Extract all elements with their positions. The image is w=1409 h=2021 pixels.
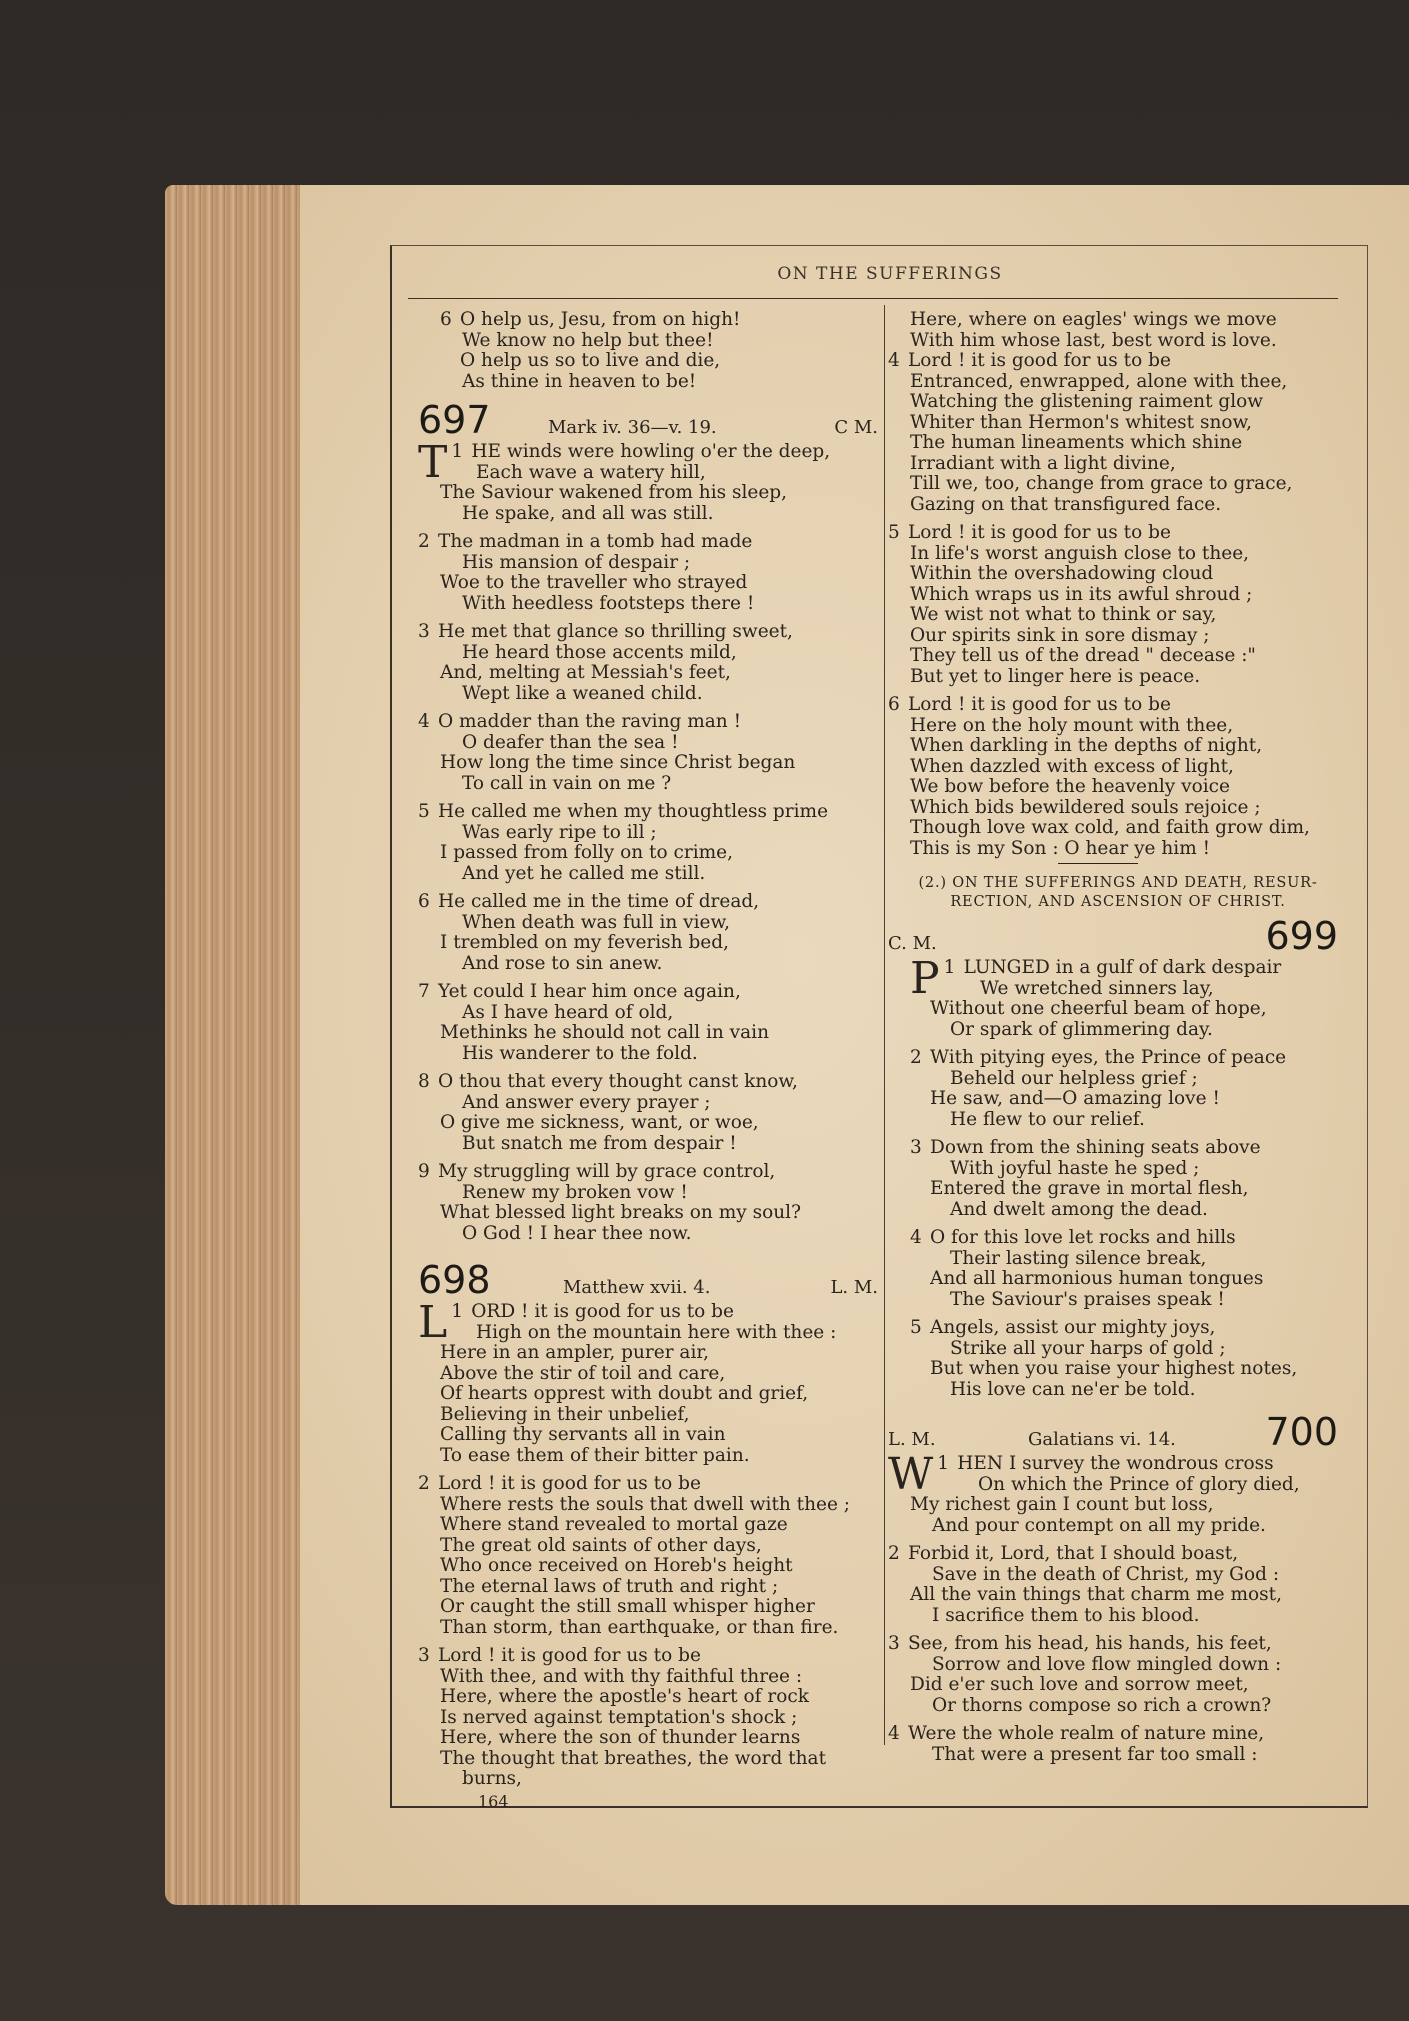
verse-line: HEN I survey the wondrous cross — [957, 1453, 1274, 1474]
running-head: ON THE SUFFERINGS — [777, 264, 1003, 284]
hymn-698-stanza-3 — [418, 1646, 878, 1790]
column-divider — [884, 305, 885, 1745]
verse-line: This is my Son : O hear ye him ! — [910, 837, 1211, 859]
verse-line: O madder than the raving man ! — [438, 711, 742, 732]
section-title — [888, 874, 1348, 912]
verse-line: Here in an ampler, purer air, — [440, 1342, 710, 1363]
verse-line: As I have heard of old, — [462, 1001, 674, 1023]
verse-line: Forbid it, Lord, that I should boast, — [908, 1543, 1239, 1564]
verse-line: When death was full in view, — [462, 911, 730, 933]
verse-line: He heard those accents mild, — [462, 641, 737, 663]
verse-line: O for this love let rocks and hills — [930, 1227, 1236, 1248]
stanza-number: 2 — [888, 1543, 900, 1564]
hymn-number: 700 — [1265, 1410, 1338, 1454]
verse-line: To ease them of their bitter pain. — [440, 1444, 750, 1466]
verse-line: Calling thy servants all in vain — [440, 1424, 726, 1445]
hymn-698-stanza-6 — [888, 695, 1348, 859]
verse-line: He called me in the time of dread, — [438, 891, 760, 912]
stanza-number: 1 — [451, 441, 464, 462]
hymn-meter: L. M. — [830, 1276, 878, 1298]
verse-line: Till we, too, change from grace to grace, — [910, 473, 1293, 494]
verse-line: Angels, assist our mighty joys, — [930, 1317, 1216, 1338]
hymn-697-stanza-8 — [418, 1072, 878, 1154]
stanza-number: 3 — [910, 1137, 922, 1158]
stanza-number: 3 — [888, 1633, 900, 1654]
verse-line: We wretched sinners lay, — [980, 977, 1214, 999]
hymn-697-stanza-9 — [418, 1162, 878, 1244]
verse-line: And dwelt among the dead. — [950, 1198, 1208, 1220]
verse-line: With thee, and with thy faithful three : — [440, 1665, 803, 1687]
verse-line: Of hearts opprest with doubt and grief, — [440, 1383, 809, 1404]
hymn-698-stanza-1 — [418, 1297, 878, 1466]
verse-line: My richest gain I count but loss, — [910, 1494, 1214, 1515]
hymn-697-stanza-3 — [418, 622, 878, 704]
verse-line: Irradiant with a light divine, — [910, 452, 1176, 474]
verse-line: And answer every prayer ; — [462, 1091, 711, 1113]
stanza-number: 6 — [440, 309, 452, 330]
verse-line: Lord ! it is good for us to be — [908, 522, 1171, 543]
scripture-reference: Matthew xvii. 4. — [563, 1276, 711, 1298]
verse-line: Where rests the souls that dwell with thee ; — [440, 1493, 851, 1515]
hymn-700-stanza-4 — [888, 1724, 1348, 1765]
verse-line: Above the stir of toil and care, — [440, 1362, 726, 1384]
verse-line: And yet he called me still. — [462, 862, 706, 884]
verse-line: O thou that every thought canst know, — [438, 1071, 798, 1092]
hymn-697-stanza-7 — [418, 982, 878, 1064]
verse-line: Was early ripe to ill ; — [462, 821, 657, 843]
hymn-697-stanza-4 — [418, 712, 878, 794]
stanza-number: 3 — [418, 621, 430, 642]
section-rule — [1058, 863, 1138, 864]
section-title-line: RECTION, AND ASCENSION OF CHRIST. — [950, 894, 1286, 910]
hymn-number: 697 — [418, 398, 491, 442]
verse-line: As thine in heaven to be! — [462, 370, 697, 392]
verse-line: When darkling in the depths of night, — [910, 735, 1263, 756]
verse-line: Here, where the apostle's heart of rock — [440, 1686, 809, 1707]
hymn-700-stanza-1 — [888, 1449, 1348, 1536]
hymn-700-header — [888, 1410, 1348, 1454]
hymn-699-stanza-2 — [888, 1048, 1348, 1130]
verse-line: Woe to the traveller who strayed — [440, 572, 748, 593]
verse-line: When dazzled with excess of light, — [910, 755, 1234, 777]
verse-line: See, from his head, his hands, his feet, — [908, 1633, 1272, 1654]
verse-line: Lord ! it is good for us to be — [908, 350, 1171, 371]
verse-line: burns, — [462, 1768, 522, 1789]
verse-line: To call in vain on me ? — [462, 772, 672, 794]
verse-line: The Saviour's praises speak ! — [950, 1288, 1225, 1310]
stanza-number: 2 — [910, 1047, 922, 1068]
verse-line: With heedless footsteps there ! — [462, 592, 755, 614]
verse-line: O God ! I hear thee now. — [462, 1222, 692, 1244]
verse-line: Methinks he should not call in vain — [440, 1022, 769, 1043]
verse-line: Down from the shining seats above — [930, 1137, 1261, 1158]
verse-line: The human lineaments which shine — [910, 432, 1243, 453]
verse-line: Lord ! it is good for us to be — [908, 694, 1171, 715]
verse-line: I passed from folly on to crime, — [440, 842, 734, 863]
verse-line: Without one cheerful beam of hope, — [930, 998, 1267, 1019]
verse-line: My struggling will by grace control, — [438, 1161, 776, 1182]
head-rule — [408, 298, 1338, 299]
verse-line: That were a present far too small : — [932, 1743, 1258, 1765]
verse-line: Lord ! it is good for us to be — [438, 1473, 701, 1494]
hymn-696-stanza-6 — [418, 310, 878, 392]
verse-line: O deafer than the sea ! — [462, 731, 679, 753]
verse-line: Beheld our helpless grief ; — [950, 1067, 1198, 1089]
hymn-meter: L. M. — [888, 1428, 936, 1450]
hymn-number: 699 — [1265, 914, 1338, 958]
scripture-reference: Mark iv. 36—v. 19. — [548, 416, 717, 438]
verse-line: LUNGED in a gulf of dark despair — [963, 957, 1282, 978]
verse-line: Each wave a watery hill, — [476, 461, 706, 483]
verse-line: All the vain things that charm me most, — [910, 1584, 1282, 1605]
verse-line: Though love wax cold, and faith grow dim, — [910, 817, 1310, 838]
verse-line: The Saviour wakened from his sleep, — [440, 482, 788, 503]
hymn-697-header — [418, 398, 878, 442]
verse-line: His love can ne'er be told. — [950, 1378, 1196, 1400]
verse-line: O help us, Jesu, from on high! — [460, 309, 741, 330]
verse-line: I sacrifice them to his blood. — [932, 1604, 1200, 1626]
section-title-line: (2.) ON THE SUFFERINGS AND DEATH, RESUR- — [918, 875, 1318, 891]
verse-line: Gazing on that transfigured face. — [910, 493, 1222, 515]
hymn-697-stanza-1 — [418, 437, 878, 524]
stanza-number: 4 — [418, 711, 430, 732]
verse-line: Renew my broken vow ! — [462, 1181, 688, 1203]
verse-line: HE winds were howling o'er the deep, — [471, 441, 831, 462]
verse-line: And all harmonious human tongues — [930, 1268, 1264, 1289]
verse-line: Our spirits sink in sore dismay ; — [910, 624, 1210, 646]
hymn-700-stanza-2 — [888, 1544, 1348, 1626]
verse-line: He met that glance so thrilling sweet, — [438, 621, 793, 642]
page-number: 164 — [478, 1791, 509, 1811]
stanza-number: 9 — [418, 1161, 430, 1182]
verse-line: With pitying eyes, the Prince of peace — [930, 1047, 1287, 1068]
stanza-number: 8 — [418, 1071, 430, 1092]
hymn-697-stanza-5 — [418, 802, 878, 884]
stanza-number: 1 — [943, 957, 956, 978]
hymn-699-stanza-4 — [888, 1228, 1348, 1310]
verse-line: Is nerved against temptation's shock ; — [440, 1706, 798, 1728]
verse-line: Strike all your harps of gold ; — [950, 1337, 1226, 1359]
verse-line: Within the overshadowing cloud — [910, 563, 1214, 584]
hymn-699-stanza-3 — [888, 1138, 1348, 1220]
verse-line: But yet to linger here is peace. — [910, 665, 1201, 687]
verse-line: O give me sickness, want, or woe, — [440, 1112, 759, 1133]
verse-line: On which the Prince of glory died, — [978, 1473, 1300, 1495]
verse-line: Which wraps us in its awful shroud ; — [910, 583, 1253, 605]
verse-line: Here, where on eagles' wings we move — [910, 309, 1277, 330]
verse-line: The madman in a tomb had made — [438, 531, 753, 552]
hymn-698-stanza-4 — [888, 351, 1348, 515]
verse-line: Sorrow and love flow mingled down : — [932, 1653, 1282, 1675]
drop-cap: L — [418, 1297, 448, 1348]
drop-cap: P — [910, 953, 940, 1004]
verse-line: Whiter than Hermon's whitest snow, — [910, 411, 1253, 433]
verse-line: But when you raise your highest notes, — [930, 1358, 1298, 1379]
verse-line: Entered the grave in mortal flesh, — [930, 1178, 1249, 1199]
drop-cap: W — [888, 1449, 934, 1500]
verse-line: We know no help but thee! — [462, 329, 714, 351]
hymn-meter: C. M. — [888, 932, 937, 954]
verse-line: Were the whole realm of nature mine, — [908, 1723, 1265, 1744]
left-column — [418, 310, 878, 1812]
stanza-number: 1 — [937, 1453, 950, 1474]
verse-line: In life's worst anguish close to thee, — [910, 542, 1250, 564]
verse-line: Where stand revealed to mortal gaze — [440, 1514, 788, 1535]
hymn-697-stanza-6 — [418, 892, 878, 974]
verse-line: He flew to our relief. — [950, 1108, 1145, 1130]
verse-line: Who once received on Horeb's height — [440, 1555, 793, 1576]
stanza-number: 4 — [910, 1227, 922, 1248]
verse-line: He called me when my thoughtless prime — [438, 801, 829, 822]
verse-line: ORD ! it is good for us to be — [471, 1301, 734, 1322]
scripture-reference: Galatians vi. 14. — [1028, 1428, 1176, 1450]
verse-line: Their lasting silence break, — [950, 1247, 1207, 1269]
verse-line: Wept like a weaned child. — [462, 682, 703, 704]
verse-line: Here, where the son of thunder learns — [440, 1727, 801, 1748]
verse-line: What blessed light breaks on my soul? — [440, 1202, 801, 1223]
drop-cap: T — [418, 437, 448, 488]
hymn-698-header — [418, 1258, 878, 1302]
verse-line: The great old saints of other days, — [440, 1534, 762, 1556]
verse-line: Save in the death of Christ, my God : — [932, 1563, 1280, 1585]
verse-line: They tell us of the dread " decease :" — [910, 645, 1256, 666]
hymn-meter: C M. — [834, 416, 878, 438]
verse-line: O help us so to live and die, — [460, 350, 721, 371]
stanza-number: 5 — [888, 522, 900, 543]
verse-line: Lord ! it is good for us to be — [438, 1645, 701, 1666]
verse-line: Or thorns compose so rich a crown? — [932, 1694, 1272, 1716]
stanza-number: 7 — [418, 981, 430, 1002]
hymn-699-stanza-5 — [888, 1318, 1348, 1400]
verse-line: We bow before the heavenly voice — [910, 776, 1230, 797]
verse-line: Did e'er such love and sorrow meet, — [910, 1674, 1249, 1695]
hymn-number: 698 — [418, 1258, 491, 1302]
verse-line: Watching the glistening raiment glow — [910, 391, 1264, 412]
verse-line: I trembled on my feverish bed, — [440, 932, 729, 953]
hymn-697-stanza-2 — [418, 532, 878, 614]
stanza-number: 6 — [418, 891, 430, 912]
hymn-699-stanza-1 — [888, 953, 1348, 1040]
verse-line: But snatch me from despair ! — [462, 1132, 737, 1154]
verse-line: Which bids bewildered souls rejoice ; — [910, 796, 1261, 818]
verse-line: Or spark of glimmering day. — [950, 1018, 1213, 1040]
verse-line: The thought that breathes, the word that — [440, 1747, 826, 1769]
verse-line: With joyful haste he sped ; — [950, 1157, 1200, 1179]
verse-line: And rose to sin anew. — [462, 952, 663, 974]
verse-line: His mansion of despair ; — [462, 551, 691, 573]
verse-line: The eternal laws of truth and right ; — [440, 1575, 779, 1597]
verse-line: Yet could I hear him once again, — [438, 981, 741, 1002]
verse-line: Here on the holy mount with thee, — [910, 714, 1234, 736]
verse-line: How long the time since Christ began — [440, 752, 796, 773]
hymn-700-stanza-3 — [888, 1634, 1348, 1716]
verse-line: Or caught the still small whisper higher — [440, 1596, 815, 1617]
stanza-number: 4 — [888, 350, 900, 371]
stanza-number: 2 — [418, 1473, 430, 1494]
hymn-698-stanza-3-cont — [888, 310, 1348, 351]
stanza-number: 6 — [888, 694, 900, 715]
verse-line: Than storm, than earthquake, or than fire. — [440, 1616, 839, 1638]
stanza-number: 1 — [451, 1301, 463, 1322]
verse-line: High on the mountain here with thee : — [476, 1321, 837, 1343]
hymn-699-header — [888, 914, 1348, 958]
verse-line: He spake, and all was still. — [462, 502, 714, 524]
stanza-number: 5 — [418, 801, 430, 822]
hymn-698-stanza-5 — [888, 523, 1348, 687]
verse-line: With him whose last, best word is love. — [910, 329, 1277, 351]
verse-line: And pour contempt on all my pride. — [932, 1514, 1266, 1536]
stanza-number: 2 — [418, 531, 430, 552]
verse-line: We wist not what to think or say, — [910, 604, 1217, 625]
verse-line: And, melting at Messiah's feet, — [440, 662, 731, 683]
right-column — [888, 310, 1348, 1765]
verse-line: He saw, and—O amazing love ! — [930, 1088, 1220, 1109]
verse-line: Entranced, enwrapped, alone with thee, — [910, 370, 1288, 392]
hymn-698-stanza-2 — [418, 1474, 878, 1638]
stanza-number: 4 — [888, 1723, 900, 1744]
stanza-number: 3 — [418, 1645, 430, 1666]
verse-line: His wanderer to the fold. — [462, 1042, 698, 1064]
stanza-number: 5 — [910, 1317, 922, 1338]
verse-line: Believing in their unbelief, — [440, 1403, 690, 1425]
